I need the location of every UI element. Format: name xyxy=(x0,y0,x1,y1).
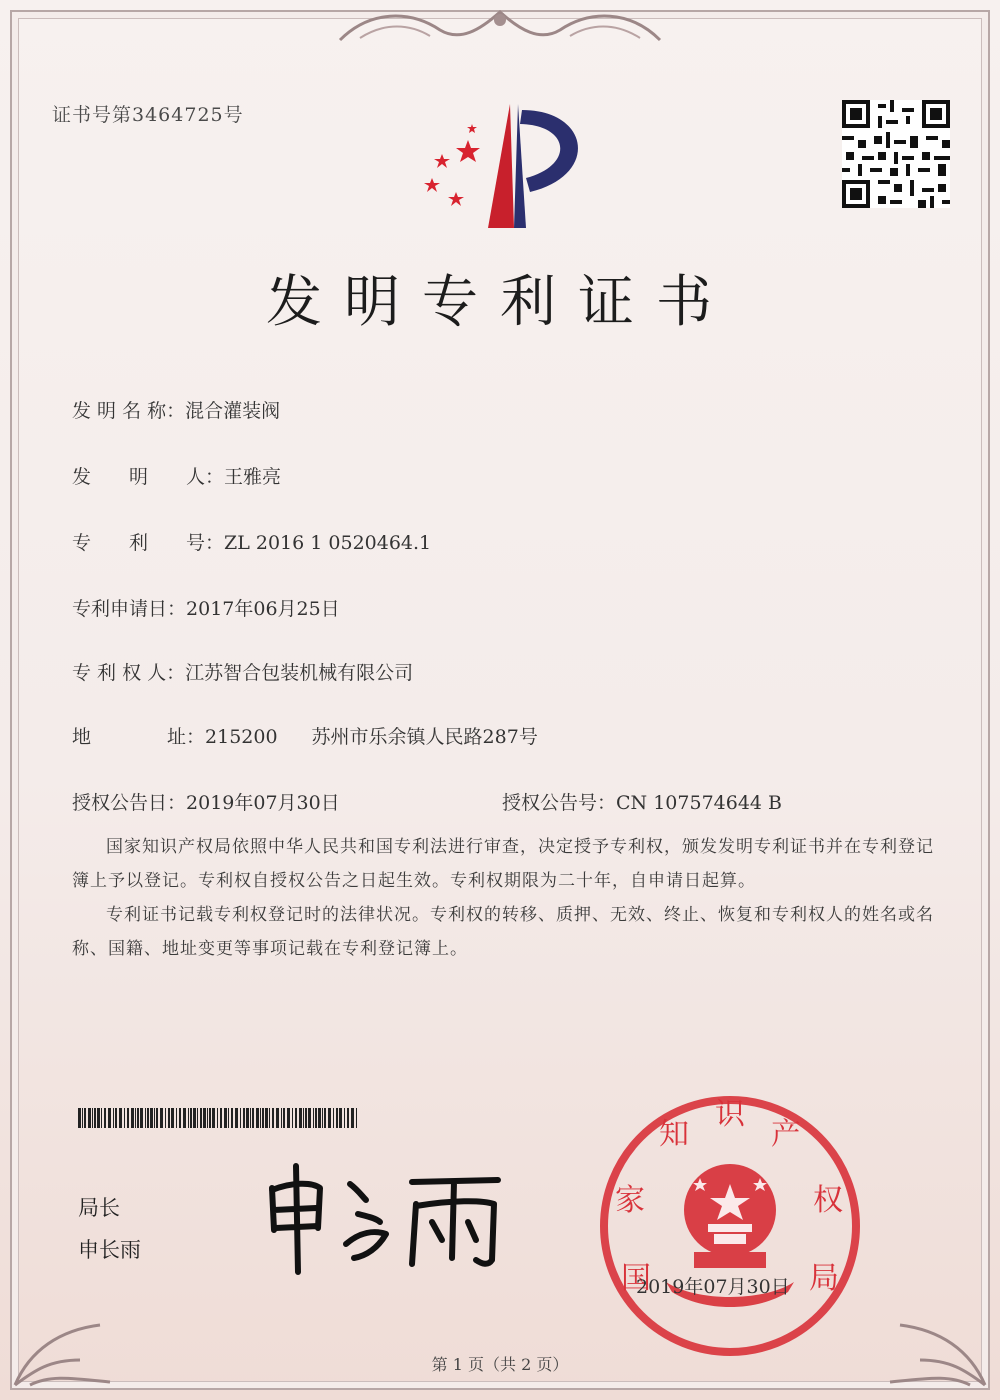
director-signature xyxy=(262,1160,512,1280)
patentee-label: 专 利 权 人： xyxy=(72,662,186,684)
address-value: 苏州市乐余镇人民路287号 xyxy=(311,726,538,748)
application-date-label: 专利申请日： xyxy=(72,598,187,620)
seal-char-6: 权 xyxy=(813,1183,843,1218)
address-label: 地 址： xyxy=(72,726,206,748)
body-paragraph-2: 专利证书记载专利权登记时的法律状况。专利权的转移、质押、无效、终止、恢复和专利权人的姓名或名称、国籍、地址变更等事项记载在专利登记簿上。 xyxy=(72,905,934,959)
patent-number-field xyxy=(72,528,431,555)
seal-char-7: 局 xyxy=(809,1261,839,1296)
bottom-left-ornament xyxy=(10,1290,130,1390)
barcode-icon xyxy=(78,1108,360,1128)
top-ornament xyxy=(330,0,670,50)
patent-number-label: 专 利 号： xyxy=(72,532,225,554)
inventor-value: 王雅亮 xyxy=(224,466,282,488)
grant-date-label: 授权公告日： xyxy=(72,792,187,814)
official-seal xyxy=(596,1092,864,1360)
grant-number-value: CN 107574644 B xyxy=(616,792,783,814)
seal-char-4: 识 xyxy=(715,1097,745,1132)
patentee-value: 江苏智合包装机械有限公司 xyxy=(185,662,414,684)
certificate-body xyxy=(72,830,934,966)
page-title: 发明专利证书 xyxy=(266,270,734,335)
grant-number-field xyxy=(502,788,782,815)
application-date-field xyxy=(72,594,340,621)
qr-code-icon xyxy=(842,100,950,208)
director-title: 局长 xyxy=(78,1196,120,1220)
seal-char-3: 知 xyxy=(659,1117,689,1152)
director-name: 申长雨 xyxy=(78,1238,141,1262)
grant-date-field xyxy=(72,788,340,815)
invention-name-label: 发 明 名 称： xyxy=(72,400,186,422)
certificate-number: 证书号第3464725号 xyxy=(52,104,244,126)
patent-office-logo-icon xyxy=(410,100,600,230)
invention-name-field xyxy=(72,396,280,423)
seal-char-2: 家 xyxy=(615,1183,645,1218)
seal-char-1: 国 xyxy=(621,1261,651,1296)
page-number: 第 1 页（共 2 页） xyxy=(431,1355,569,1374)
invention-name-value: 混合灌装阀 xyxy=(185,400,281,422)
inventor-field xyxy=(72,462,281,489)
grant-date-value: 2019年07月30日 xyxy=(186,792,340,814)
seal-char-5: 产 xyxy=(771,1117,801,1152)
address-postcode: 215200 xyxy=(205,726,278,748)
address-field xyxy=(72,722,538,749)
application-date-value: 2017年06月25日 xyxy=(186,598,340,620)
patent-number-value: ZL 2016 1 0520464.1 xyxy=(224,532,432,554)
bottom-right-ornament xyxy=(870,1290,990,1390)
inventor-label: 发 明 人： xyxy=(72,466,225,488)
seal-date: 2019年07月30日 xyxy=(636,1276,790,1298)
body-paragraph-1: 国家知识产权局依照中华人民共和国专利法进行审查，决定授予专利权，颁发发明专利证书并在专利登记簿上予以登记。专利权自授权公告之日起生效。专利权期限为二十年，自申请日起算。 xyxy=(72,837,934,891)
patentee-field xyxy=(72,658,413,685)
grant-number-label: 授权公告号： xyxy=(502,792,617,814)
